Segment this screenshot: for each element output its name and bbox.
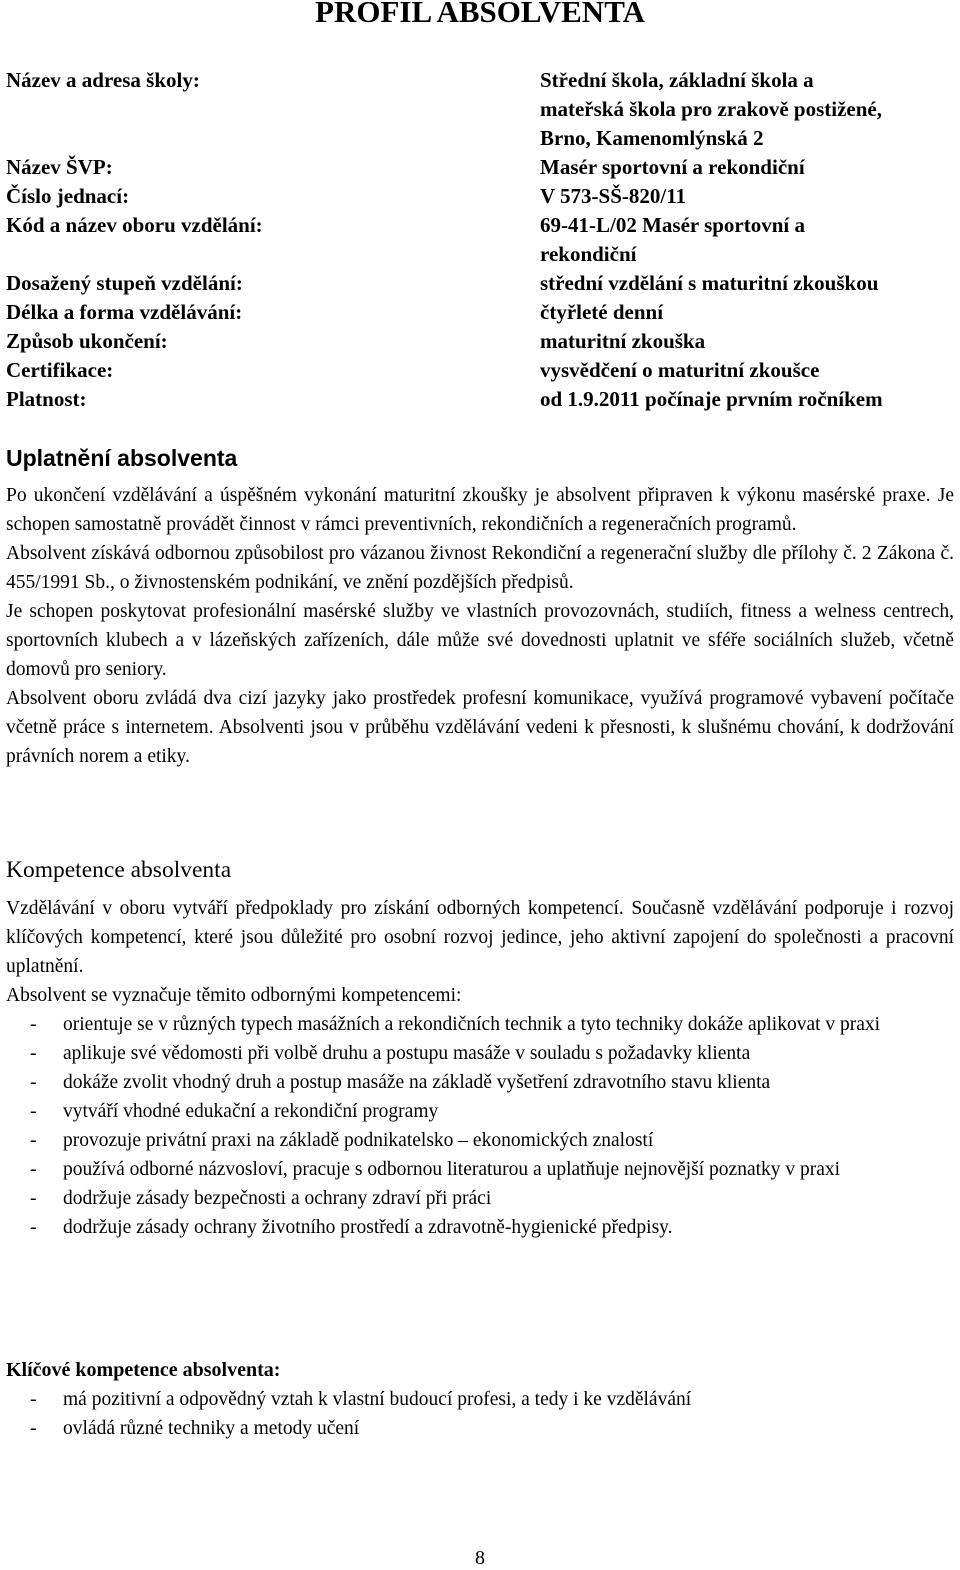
list-item-text: dodržuje zásady bezpečnosti a ochrany zdraví při práci <box>63 1188 492 1209</box>
list-item-text: dodržuje zásady ochrany životního prostředí a zdravotně-hygienické předpisy. <box>63 1217 673 1238</box>
info-row-level <box>6 269 960 298</box>
bullet-dash: - <box>30 1130 37 1151</box>
info-row-school <box>6 66 960 153</box>
info-value: střední vzdělání s maturitní zkouškou <box>540 271 879 295</box>
bullet-dash: - <box>30 1072 37 1093</box>
info-value <box>540 211 960 269</box>
bullet-dash: - <box>30 1014 37 1035</box>
info-row-field-code <box>6 211 960 269</box>
paragraph: Je schopen poskytovat profesionální masérské služby ve vlastních provozovnách, studiích, fitness a welness centrech, sportovních klubech a v lázeňských zařízeních, dále může své dovednosti uplatnit ve sféře sociálních služeb, včetně domovů pro seniory. <box>6 601 954 680</box>
list-item-text: používá odborné názvosloví, pracuje s odbornou literaturou a uplatňuje nejnovější poznatky v praxi <box>63 1159 841 1180</box>
section-kompetence <box>6 894 954 1242</box>
info-label: Certifikace: <box>6 358 114 382</box>
info-value: V 573-SŠ-820/11 <box>540 184 687 208</box>
info-value-line: rekondiční <box>540 242 637 266</box>
paragraph: Absolvent se vyznačuje těmito odbornými kompetencemi: <box>6 985 462 1006</box>
info-value-line: 69-41-L/02 Masér sportovní a <box>540 213 806 237</box>
bullet-dash: - <box>30 1159 37 1180</box>
paragraph: Absolvent oboru zvládá dva cizí jazyky jako prostředek profesní komunikace, využívá programové vybavení počítače včetně práce s internetem. Absolventi jsou v průběhu vzdělávání vedeni k přesnosti, k slušnému chování, k dodržování právních norem a etiky. <box>6 688 954 767</box>
info-row-duration <box>6 298 960 327</box>
list-item-text: vytváří vhodné edukační a rekondiční programy <box>63 1101 439 1122</box>
paragraph: Absolvent získává odbornou způsobilost pro vázanou živnost Rekondiční a regenerační služby dle přílohy č. 2 Zákona č. 455/1991 Sb., o živnostenském podnikání, ve znění pozdějších předpisů. <box>6 543 954 593</box>
info-label: Název a adresa školy: <box>6 68 200 92</box>
info-value: čtyřleté denní <box>540 300 664 324</box>
info-label: Kód a název oboru vzdělání: <box>6 213 263 237</box>
info-row-certification <box>6 356 960 385</box>
school-info-table <box>6 66 960 414</box>
list-item <box>6 1414 954 1443</box>
list-item <box>6 1155 954 1184</box>
list-item-text: provozuje privátní praxi na základě podnikatelsko – ekonomických znalostí <box>63 1130 654 1151</box>
key-competence-list <box>6 1385 954 1443</box>
list-item-text: ovládá různé techniky a metody učení <box>63 1418 360 1439</box>
section-uplatneni <box>6 481 954 771</box>
info-value-line: mateřská škola pro zrakově postižené, <box>540 97 882 121</box>
info-value: od 1.9.2011 počínaje prvním ročníkem <box>540 387 883 411</box>
paragraph: Vzdělávání v oboru vytváří předpoklady pro získání odborných kompetencí. Současně vzdělávání podporuje i rozvoj klíčových kompetencí, které jsou důležité pro osobní rozvoj jedince, jeho aktivní zapojení do společnosti a pracovní uplatnění. <box>6 898 954 977</box>
info-label: Platnost: <box>6 387 87 411</box>
info-label: Dosažený stupeň vzdělání: <box>6 271 243 295</box>
info-value: Masér sportovní a rekondiční <box>540 155 805 179</box>
info-row-svp <box>6 153 960 182</box>
page-number: 8 <box>475 1547 485 1569</box>
section-heading-kompetence: Kompetence absolventa <box>6 857 232 883</box>
list-item-text: dokáže zvolit vhodný druh a postup masáže na základě vyšetření zdravotního stavu klienta <box>63 1072 771 1093</box>
bullet-dash: - <box>30 1217 37 1238</box>
competence-list <box>6 1010 954 1242</box>
list-item <box>6 1097 954 1126</box>
info-label: Číslo jednací: <box>6 184 130 208</box>
bullet-dash: - <box>30 1418 37 1439</box>
info-label: Název ŠVP: <box>6 155 113 179</box>
info-label: Způsob ukončení: <box>6 329 168 353</box>
list-item <box>6 1039 954 1068</box>
info-value <box>540 66 960 153</box>
info-value-line: Střední škola, základní škola a <box>540 68 814 92</box>
info-row-completion <box>6 327 960 356</box>
bullet-dash: - <box>30 1043 37 1064</box>
info-row-validity <box>6 385 960 414</box>
page-title: PROFIL ABSOLVENTA <box>315 0 645 29</box>
bullet-dash: - <box>30 1188 37 1209</box>
section-klicove <box>6 1385 954 1443</box>
list-item <box>6 1385 954 1414</box>
list-item <box>6 1213 954 1242</box>
section-heading-klicove: Klíčové kompetence absolventa: <box>6 1359 281 1381</box>
info-label: Délka a forma vzdělávání: <box>6 300 243 324</box>
list-item-text: aplikuje své vědomosti při volbě druhu a postupu masáže v souladu s požadavky klienta <box>63 1043 751 1064</box>
info-value: vysvědčení o maturitní zkoušce <box>540 358 820 382</box>
list-item-text: má pozitivní a odpovědný vztah k vlastní budoucí profesi, a tedy i ke vzdělávání <box>63 1389 692 1410</box>
list-item <box>6 1010 954 1039</box>
list-item-text: orientuje se v různých typech masážních a rekondičních technik a tyto techniky dokáže aplikovat v praxi <box>63 1014 881 1035</box>
list-item <box>6 1126 954 1155</box>
info-row-ref-number <box>6 182 960 211</box>
paragraph: Po ukončení vzdělávání a úspěšném vykonání maturitní zkoušky je absolvent připraven k výkonu masérské praxe. Je schopen samostatně provádět činnost v rámci preventivních, rekondičních a regeneračních programů. <box>6 485 954 535</box>
list-item <box>6 1068 954 1097</box>
list-item <box>6 1184 954 1213</box>
section-heading-uplatneni: Uplatnění absolventa <box>6 445 238 471</box>
info-value-line: Brno, Kamenomlýnská 2 <box>540 126 764 150</box>
bullet-dash: - <box>30 1389 37 1410</box>
info-value: maturitní zkouška <box>540 329 706 353</box>
bullet-dash: - <box>30 1101 37 1122</box>
